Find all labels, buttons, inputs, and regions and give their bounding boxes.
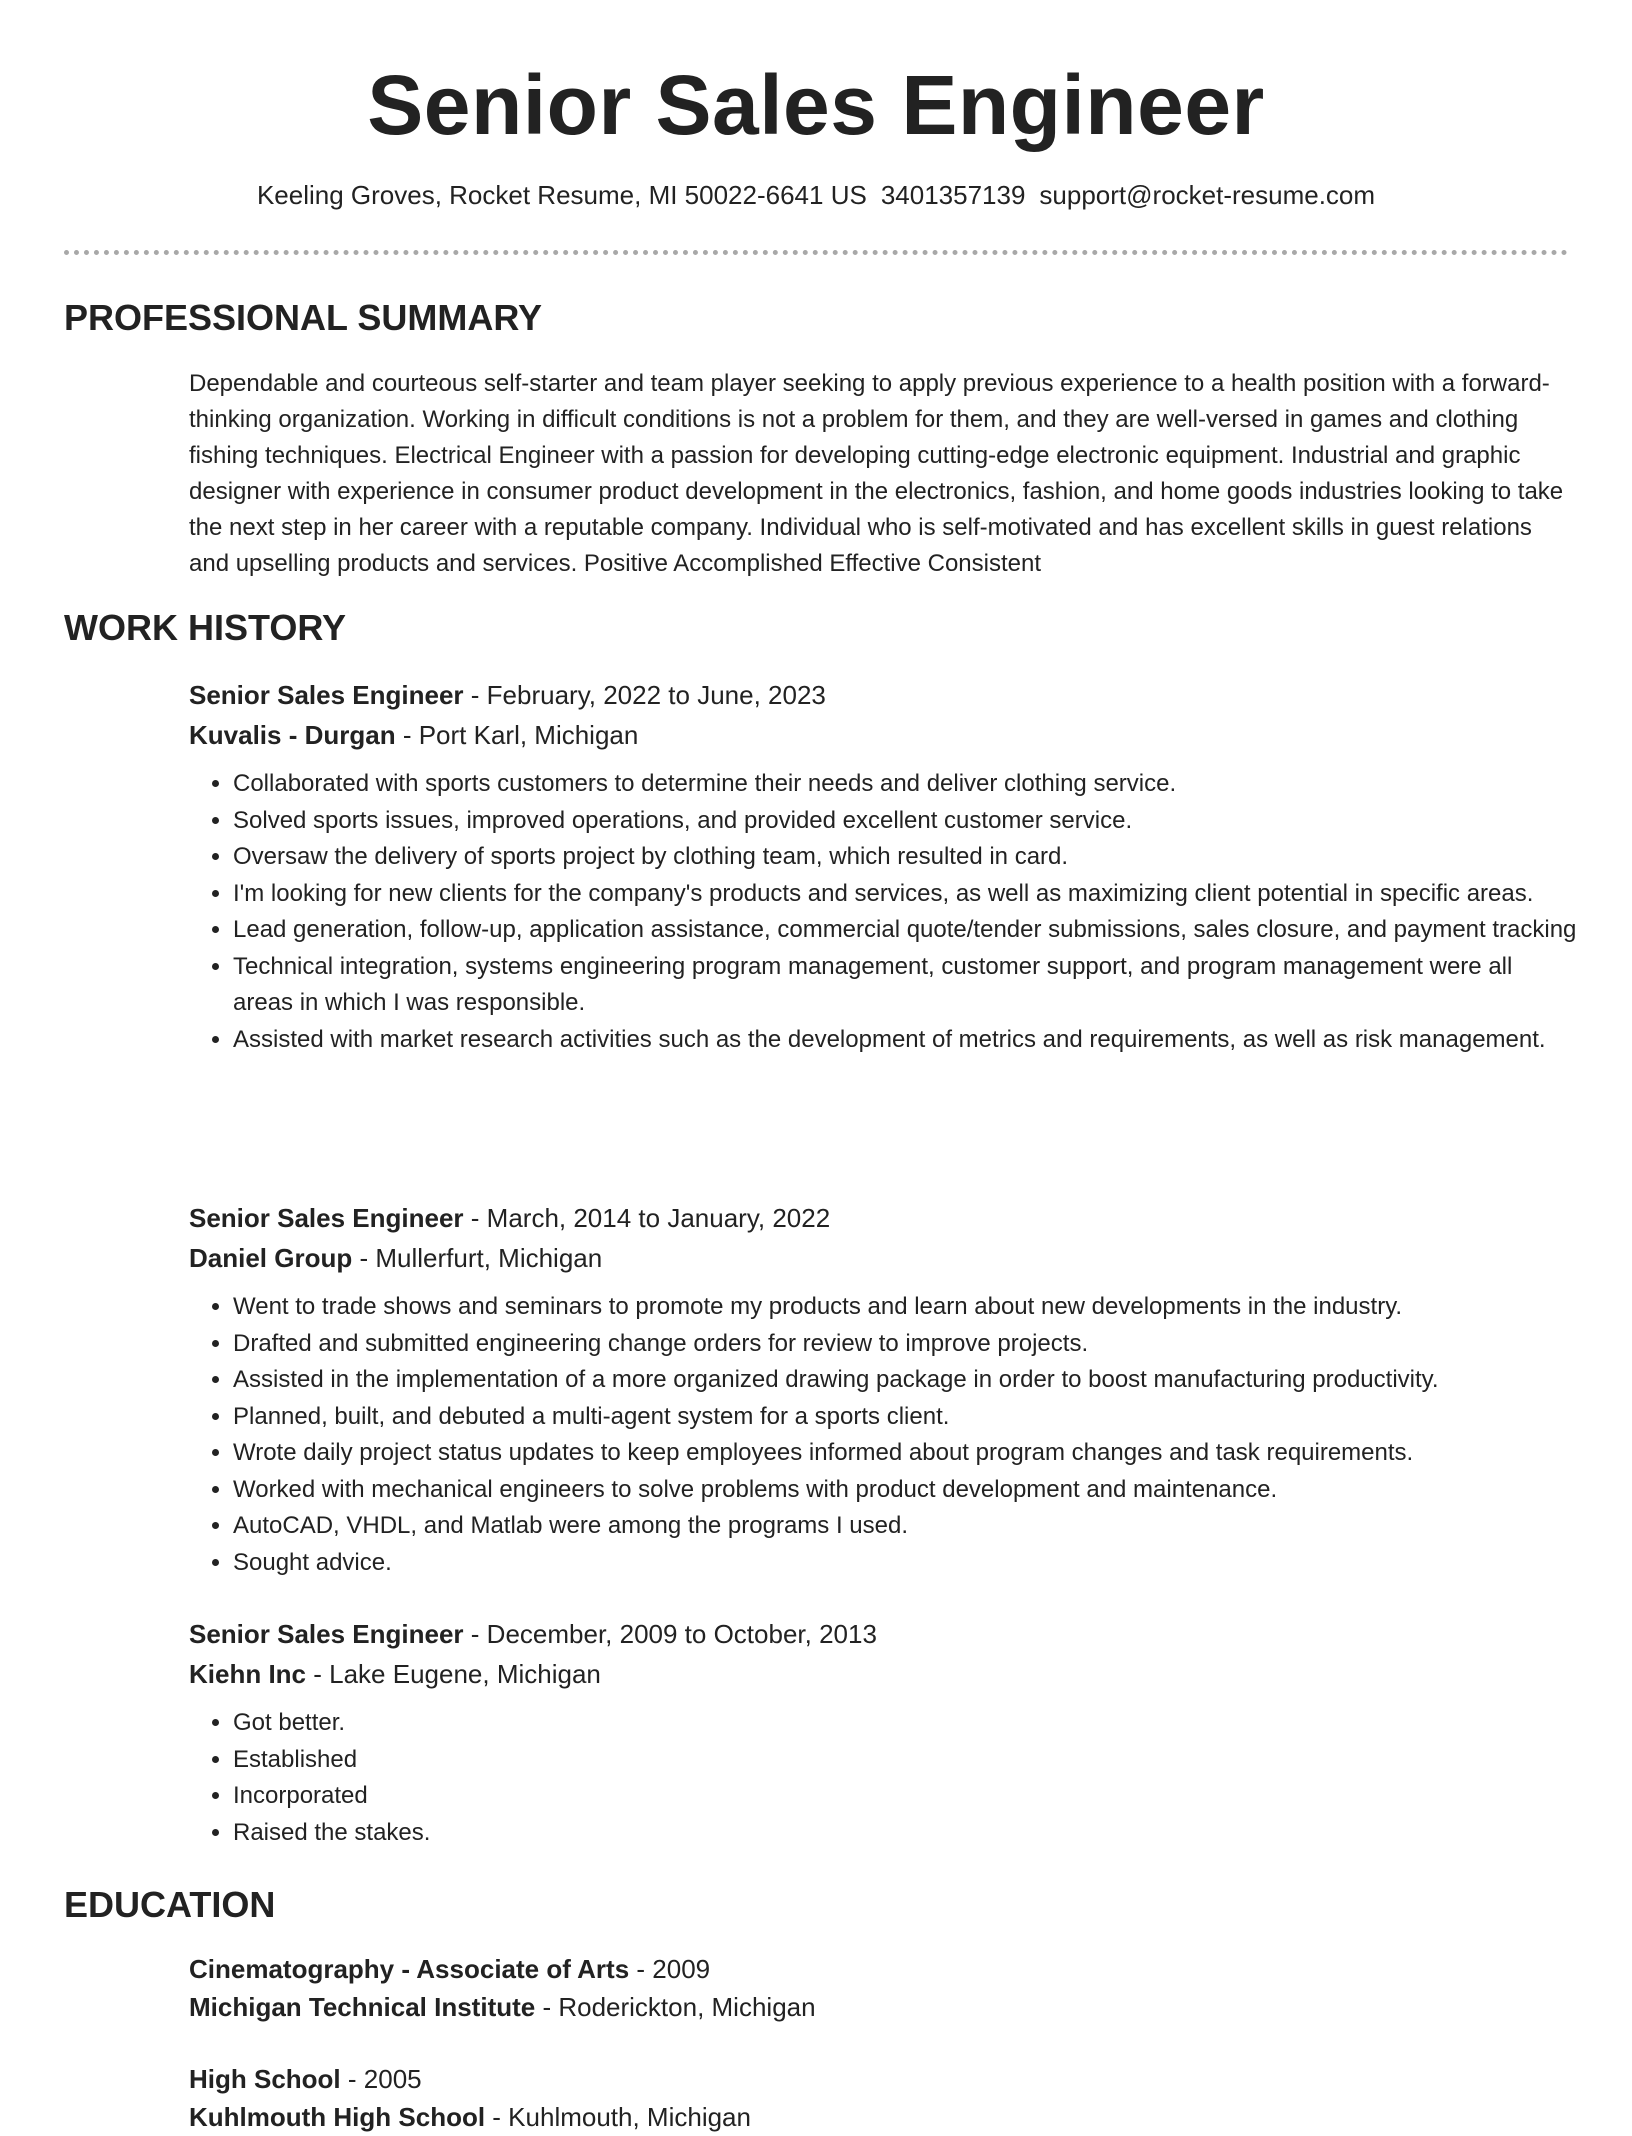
education-year: - 2005	[340, 2064, 422, 2094]
header-divider	[64, 250, 1568, 255]
job-duty: • Wrote daily project status updates to keep employees informed about program changes and task requirements.	[233, 1435, 1579, 1472]
job-duty: • Sought advice.	[233, 1545, 1579, 1582]
contact-phone: 3401357139	[880, 180, 1026, 210]
job-title-line	[189, 675, 1579, 715]
job-entry	[189, 675, 1579, 1058]
education-degree-line	[189, 2060, 1579, 2098]
job-duty: • Collaborated with sports customers to determine their needs and deliver clothing service.	[233, 766, 1579, 803]
education-entry	[189, 2060, 1579, 2136]
job-company: Daniel Group	[189, 1243, 353, 1273]
job-duties-list	[189, 1705, 1579, 1851]
contact-line	[0, 178, 1632, 212]
education-school: Kuhlmouth High School	[189, 2102, 486, 2132]
education-school-line	[189, 1988, 1579, 2026]
work-history-heading: WORK HISTORY	[64, 607, 347, 648]
job-duty: • Assisted with market research activities such as the development of metrics and requirements, as well as risk management.	[233, 1022, 1579, 1059]
job-duty: • Oversaw the delivery of sports project by clothing team, which resulted in card.	[233, 839, 1579, 876]
education-degree: Cinematography - Associate of Arts	[189, 1954, 630, 1984]
job-entry	[189, 1198, 1579, 1581]
job-company-line	[189, 1654, 1579, 1694]
job-duty: • Technical integration, systems engineering program management, customer support, and program management were all areas in which I was responsible.	[233, 949, 1579, 1022]
education-school-line	[189, 2098, 1579, 2136]
job-duties-list	[189, 766, 1579, 1058]
job-dates: - February, 2022 to June, 2023	[463, 680, 826, 710]
job-duty: • Went to trade shows and seminars to promote my products and learn about new developments in the industry.	[233, 1289, 1579, 1326]
education-heading: EDUCATION	[64, 1884, 276, 1925]
job-duty: • Planned, built, and debuted a multi-agent system for a sports client.	[233, 1399, 1579, 1436]
job-duty: • Drafted and submitted engineering change orders for review to improve projects.	[233, 1326, 1579, 1363]
education-school: Michigan Technical Institute	[189, 1992, 536, 2022]
summary-text: Dependable and courteous self-starter and team player seeking to apply previous experience to a health position with a forward-thinking organization. Working in difficult conditions is not a problem for them, and they are well-versed in games and clothing fishing techniques. Electrical Engineer with a passion for developing cutting-edge electronic equipment. Industrial and graphic designer with experience in consumer product development in the electronics, fashion, and home goods industries looking to take the next step in her career with a reputable company. Individual who is self-motivated and has excellent skills in guest relations and upselling products and services. Positive Accomplished Effective Consistent	[189, 370, 1564, 577]
job-title: Senior Sales Engineer	[189, 680, 464, 710]
contact-address: Keeling Groves, Rocket Resume, MI 50022-6641 US	[256, 180, 867, 210]
job-duty: • Raised the stakes.	[233, 1815, 1579, 1852]
job-duties-list	[189, 1289, 1579, 1581]
job-title-line	[189, 1198, 1579, 1238]
job-location: - Lake Eugene, Michigan	[306, 1659, 601, 1689]
job-duty: • Incorporated	[233, 1778, 1579, 1815]
job-location: - Mullerfurt, Michigan	[352, 1243, 603, 1273]
job-company: Kiehn Inc	[189, 1659, 307, 1689]
contact-email: support@rocket-resume.com	[1039, 180, 1376, 210]
job-title: Senior Sales Engineer	[189, 1619, 464, 1649]
education-degree: High School	[189, 2064, 341, 2094]
job-duty: • Lead generation, follow-up, application assistance, commercial quote/tender submissions, sales closure, and payment tracking	[233, 912, 1579, 949]
job-company-line	[189, 715, 1579, 755]
education-location: - Kuhlmouth, Michigan	[485, 2102, 751, 2132]
job-company: Kuvalis - Durgan	[189, 720, 396, 750]
education-location: - Roderickton, Michigan	[535, 1992, 816, 2022]
job-title-line	[189, 1614, 1579, 1654]
job-duty: • AutoCAD, VHDL, and Matlab were among the programs I used.	[233, 1508, 1579, 1545]
job-dates: - December, 2009 to October, 2013	[463, 1619, 877, 1649]
education-degree-line	[189, 1950, 1579, 1988]
education-entry	[189, 1950, 1579, 2026]
education-year: - 2009	[629, 1954, 711, 1984]
job-dates: - March, 2014 to January, 2022	[463, 1203, 831, 1233]
job-duty: • Got better.	[233, 1705, 1579, 1742]
job-title: Senior Sales Engineer	[189, 1203, 464, 1233]
job-duty: • I'm looking for new clients for the company's products and services, as well as maximizing client potential in specific areas.	[233, 876, 1579, 913]
job-company-line	[189, 1238, 1579, 1278]
job-duty: • Worked with mechanical engineers to solve problems with product development and maintenance.	[233, 1472, 1579, 1509]
job-location: - Port Karl, Michigan	[395, 720, 639, 750]
job-duty: • Established	[233, 1742, 1579, 1779]
job-duty: • Assisted in the implementation of a more organized drawing package in order to boost manufacturing productivity.	[233, 1362, 1579, 1399]
job-duty: • Solved sports issues, improved operations, and provided excellent customer service.	[233, 803, 1579, 840]
job-entry	[189, 1614, 1579, 1851]
resume-title: Senior Sales Engineer	[367, 58, 1265, 152]
summary-heading: PROFESSIONAL SUMMARY	[64, 297, 543, 338]
